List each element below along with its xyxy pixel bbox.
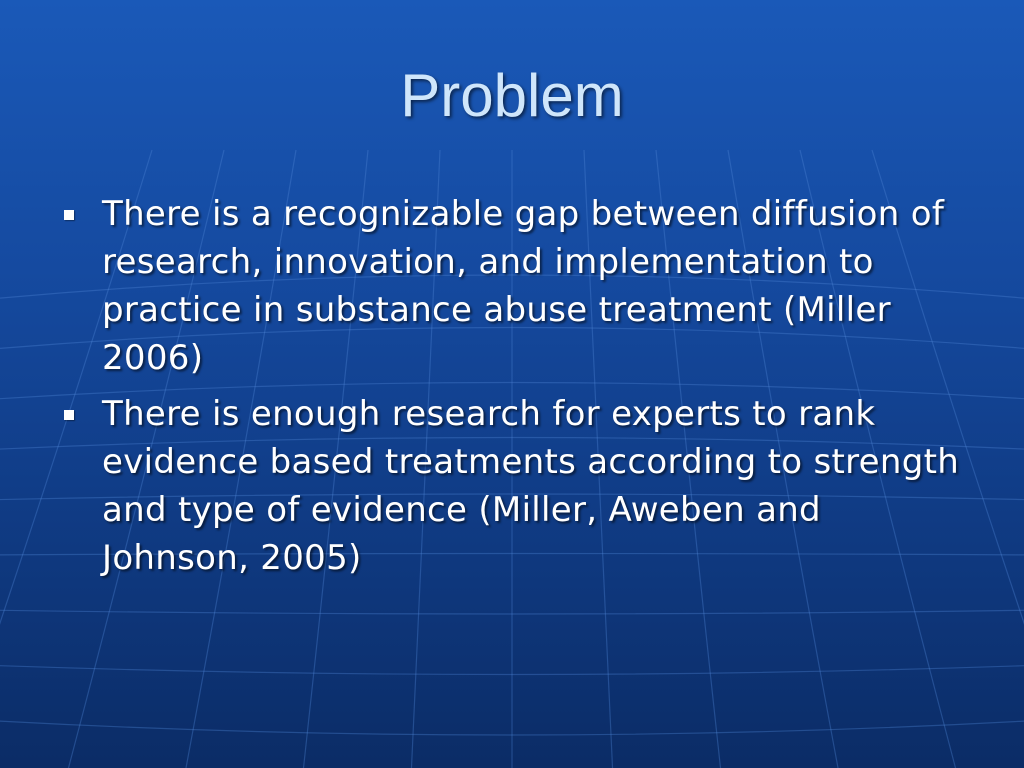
bullet-list <box>64 190 964 590</box>
bullet-text: There is a recognizable gap between diffusion of research, innovation, and implementation to practice in substance abuse treatment (Miller 2006) <box>102 194 945 378</box>
bullet-item <box>64 190 964 382</box>
bullet-text: There is enough research for experts to rank evidence based treatments according to strength and type of evidence (Miller, Aweben and Johnson, 2005) <box>102 394 960 578</box>
square-bullet-icon <box>64 410 74 420</box>
bullet-item <box>64 390 964 582</box>
slide-title: Problem <box>400 62 624 129</box>
square-bullet-icon <box>64 210 74 220</box>
